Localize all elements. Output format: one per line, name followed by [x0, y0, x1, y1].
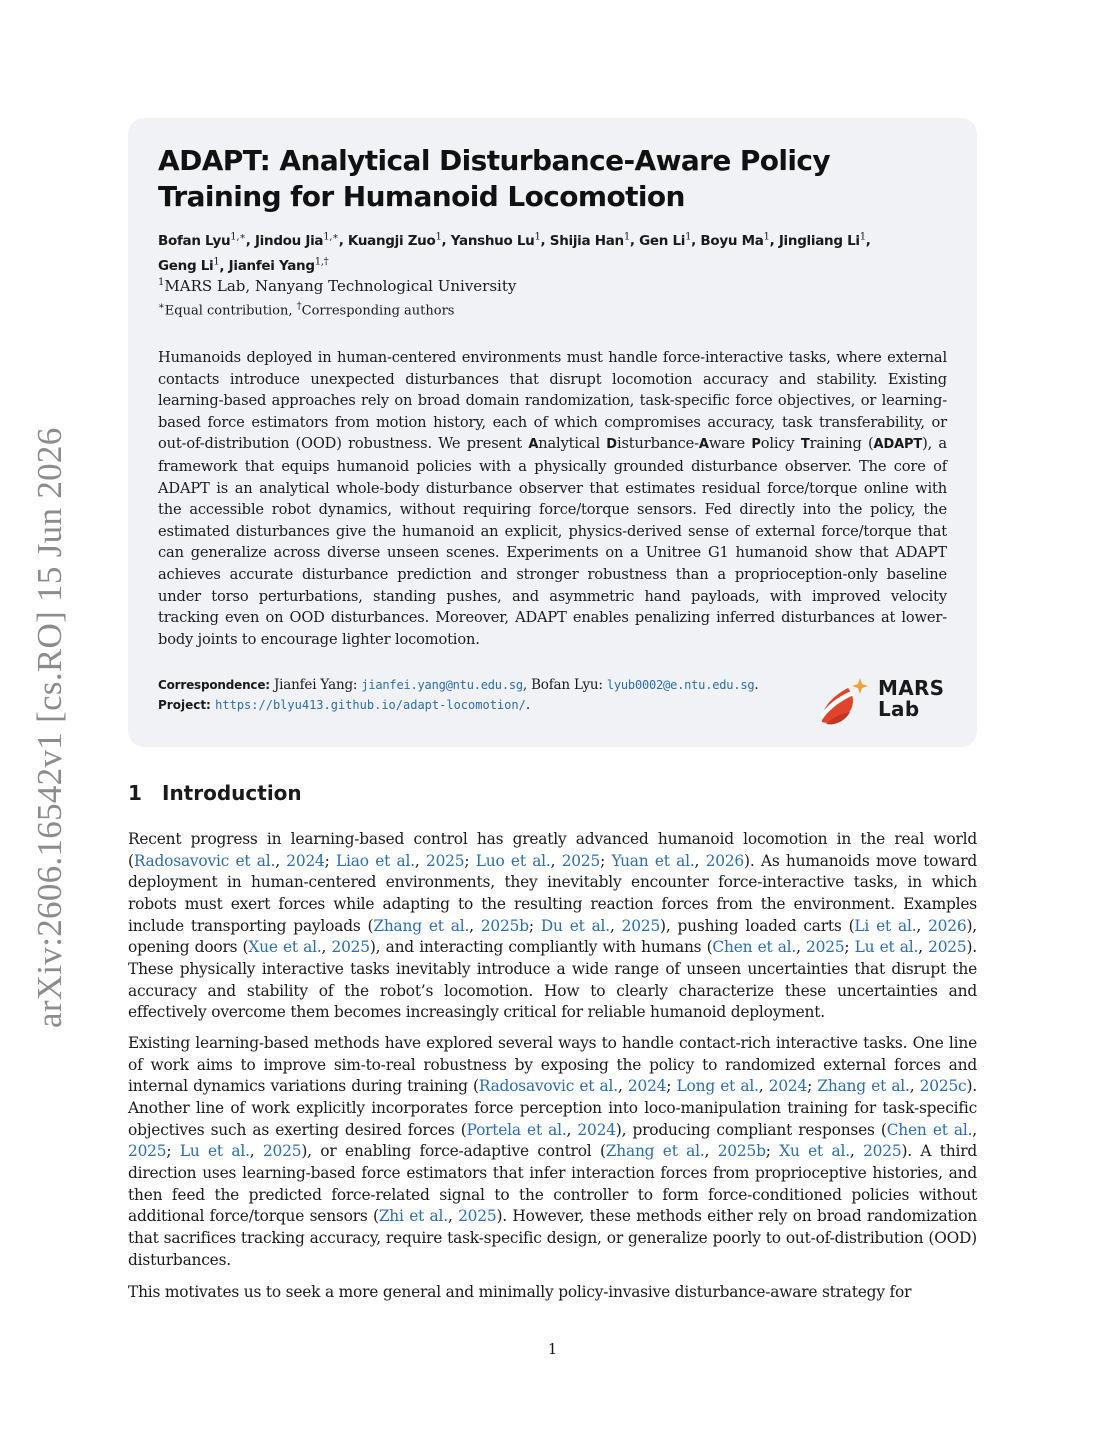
- equal-contribution: Equal contribution,: [164, 303, 297, 319]
- correspondence-end: .: [754, 677, 759, 693]
- citation-link[interactable]: Long et al.: [676, 1077, 759, 1096]
- correspondence-separator: , Bofan Lyu:: [522, 677, 607, 693]
- affiliation-text: MARS Lab, Nanyang Technological University: [164, 277, 517, 295]
- citation-link[interactable]: Zhang et al.: [605, 1142, 705, 1161]
- section-number: 1: [128, 781, 142, 805]
- paragraph-text: ;: [600, 851, 612, 870]
- paragraph-text: ,: [566, 1120, 578, 1139]
- logo-text: [878, 678, 944, 720]
- author-name: Jianfei Yang: [228, 258, 315, 274]
- citation-link[interactable]: Li et al.: [854, 916, 917, 935]
- paragraph-text: ), or enabling force-adaptive control (: [301, 1142, 606, 1161]
- author-name: Kuangji Zuo: [347, 232, 436, 249]
- paragraph-text: ;: [844, 938, 855, 957]
- author-affiliation-marker: 1,†: [314, 256, 329, 268]
- affiliation-marker: 1: [158, 277, 165, 288]
- citation-link[interactable]: 2025: [425, 851, 465, 870]
- paragraph-text: ;: [666, 1077, 677, 1096]
- citation-link[interactable]: Yuan et al.: [611, 851, 695, 870]
- citation-link[interactable]: 2025c: [919, 1077, 967, 1096]
- equal-marker: ∗: [158, 301, 165, 312]
- author-affiliation-marker: 1: [623, 231, 630, 242]
- author-name: Geng Li: [158, 258, 214, 274]
- paragraph-text: Existing learning-based methods have explored several ways to handle contact-rich interactive tasks. One line of work aims to improve sim-to-real robustness by exposing the policy to randomized external forces and internal dynamics variations during training (: [128, 1034, 977, 1096]
- paragraph-text: ,: [275, 851, 287, 870]
- citation-link[interactable]: Lu et al.: [179, 1142, 250, 1161]
- author: [348, 233, 442, 249]
- paper-title: ADAPT: Analytical Disturbance-Aware Policy Training for Humanoid Locomotion: [158, 144, 831, 213]
- citation-link[interactable]: 2024: [768, 1077, 808, 1096]
- author: [550, 233, 630, 249]
- author-name: Gen Li: [639, 232, 686, 249]
- method-name-rest: olicy: [760, 435, 801, 453]
- paragraph-text: ,: [469, 916, 481, 935]
- citation-link[interactable]: 2025: [331, 938, 370, 957]
- section-heading: [128, 781, 302, 805]
- paragraph-text: ), and interacting compliantly with humans (: [369, 938, 713, 957]
- citation-link[interactable]: 2024: [286, 851, 325, 870]
- paragraph-text: ). A third direction uses learning-based force estimators that infer interaction forces from proprioceptive histories, and then feed the predicted force-related signal to the controller to form force-conditioned policies without additional force/torque sensors (: [128, 1142, 978, 1226]
- correspondence-line: [158, 677, 758, 693]
- citation-link[interactable]: Zhang et al.: [373, 916, 470, 935]
- paragraph-text: ,: [694, 851, 706, 870]
- paragraph-text: ;: [464, 851, 476, 870]
- citation-link[interactable]: Radosavovic et al.: [133, 851, 276, 870]
- author-name: Yanshuo Lu: [450, 232, 535, 249]
- project-end: .: [525, 697, 531, 713]
- paragraph-text: ). These physically interactive tasks inevitably introduce a wide range of unseen uncertainties that disrupt the accuracy and stability of the robot’s locomotion. How to clearly characterize these uncertainties and effectively overcome them becomes increasingly critical for reliable humanoid deployment.: [128, 938, 977, 1022]
- method-name-rest: raining: [809, 435, 862, 453]
- citation-link[interactable]: Luo et al.: [475, 851, 551, 870]
- paragraph-text: ,: [249, 1142, 263, 1161]
- author-name: Jindou Jia: [254, 232, 324, 249]
- abstract-paren: (: [861, 435, 874, 453]
- page-number: 1: [547, 1340, 558, 1358]
- method-name-rest: nalytical: [538, 435, 607, 453]
- author: [700, 233, 769, 249]
- paragraph-text: ). Another line of work explicitly incorporates force perception into loco-manipulation training for task-specific objectives such as exerting desired forces (: [128, 1077, 977, 1139]
- paragraph-text: ), opening doors (: [128, 916, 977, 957]
- paragraph-text: ,: [796, 938, 807, 957]
- paragraph-text: ,: [321, 938, 332, 957]
- corresponding-authors: Corresponding authors: [301, 303, 455, 319]
- paragraph-text: ,: [916, 916, 929, 935]
- paragraph-text: ,: [849, 1142, 864, 1161]
- citation-link[interactable]: Du et al.: [540, 916, 610, 935]
- intro-paragraph-3: [128, 1282, 977, 1304]
- logo-line-2: Lab: [878, 697, 920, 721]
- affiliation: [158, 277, 516, 295]
- citation-link[interactable]: Portela et al.: [466, 1120, 567, 1139]
- paragraph-text: This motivates us to seek a more general and minimally policy-invasive disturbance-aware strategy for: [128, 1283, 912, 1301]
- paragraph-text: ), pushing loaded carts (: [660, 916, 855, 935]
- paragraph-text: ;: [324, 851, 337, 870]
- author-name: Bofan Lyu: [158, 232, 231, 249]
- citation-link[interactable]: Lu et al.: [854, 938, 919, 957]
- paragraph-text: ,: [609, 916, 622, 935]
- paragraph-text: ). As humanoids move toward deployment in human-centered environments, they inevitably encounter force-interactive tasks, in which robots must exert forces while adapting to the resulting reaction forces from the environment. Examples include transporting payloads (: [128, 851, 978, 935]
- author: [158, 258, 219, 274]
- citation-link[interactable]: Xu et al.: [779, 1142, 850, 1161]
- correspondence-label: Correspondence:: [158, 678, 270, 692]
- citation-link[interactable]: 2024: [577, 1120, 616, 1139]
- citation-link[interactable]: 2025: [458, 1207, 497, 1226]
- author-affiliation-marker: 1: [763, 231, 770, 242]
- method-name-initial: A: [698, 437, 709, 453]
- method-name-rest: ware: [708, 435, 752, 453]
- project-line: [158, 697, 530, 713]
- paragraph-text: ;: [807, 1077, 818, 1096]
- project-label: Project:: [158, 698, 211, 712]
- paragraph-text: ;: [166, 1142, 180, 1161]
- method-name-initial: D: [606, 437, 617, 453]
- citation-link[interactable]: 2025: [621, 916, 661, 935]
- method-name-initial: P: [751, 437, 761, 453]
- paragraph-text: ,: [972, 1120, 977, 1139]
- citation-link[interactable]: Chen et al.: [712, 938, 797, 957]
- contribution-note: [158, 301, 454, 318]
- method-name-initial: A: [528, 437, 539, 453]
- intro-paragraph-1: [128, 829, 977, 1024]
- paragraph-text: ;: [765, 1142, 780, 1161]
- method-name-rest: isturbance-: [616, 435, 699, 453]
- citation-link[interactable]: 2025: [928, 938, 967, 957]
- abstract-body: ), a framework that equips humanoid policies with a physically grounded disturbance observer. The core of ADAPT is an analytical whole-body disturbance observer that estimates residual force/torque online with the accessible robot dynamics, without requiring force/torque sensors. Fed directly into the policy, the estimated disturbances give the humanoid an explicit, physics-derived sense of external force/torque that can generalize across diverse unseen scenes. Experiments on a Unitree G1 humanoid show that ADAPT achieves accurate disturbance prediction and stronger robustness than a proprioception-only baseline under torso perturbations, standing pushes, and asymmetric hand payloads, with improved velocity tracking even on OOD disturbances. Moreover, ADAPT enables penalizing inferred disturbances at lower-body joints to encourage lighter locomotion.: [158, 435, 947, 648]
- author: [158, 233, 246, 249]
- abstract: [158, 347, 947, 650]
- method-name-initial: T: [800, 437, 810, 453]
- author-affiliation-marker: 1,∗: [323, 231, 339, 242]
- citation-link[interactable]: 2026: [928, 916, 967, 935]
- author-affiliation-marker: 1: [859, 231, 866, 242]
- citation-link[interactable]: Zhang et al.: [817, 1077, 910, 1096]
- email-link-1[interactable]: jianfei.yang@ntu.edu.sg: [361, 678, 523, 692]
- paragraph-text: ,: [758, 1077, 769, 1096]
- paragraph-text: Recent progress in learning-based control has greatly advanced humanoid locomotion in the real world (: [128, 830, 977, 870]
- citation-link[interactable]: 2025: [863, 1142, 902, 1161]
- method-name: [528, 435, 861, 452]
- email-link-2[interactable]: lyub0002@e.ntu.edu.sg: [606, 678, 755, 692]
- intro-paragraph-2: [128, 1033, 977, 1271]
- paragraph-text: ). However, these methods either rely on broad randomization that sacrifices tracking accuracy, require task-specific design, or generalize poorly to out-of-distribution (OOD) disturbances.: [128, 1207, 977, 1269]
- citation-link[interactable]: Liao et al.: [336, 851, 415, 870]
- paragraph-text: ;: [528, 916, 541, 935]
- author-name: Shijia Han: [549, 232, 624, 249]
- logo-line-1: MARS: [878, 676, 945, 700]
- author: [639, 233, 691, 249]
- author-list: Bofan Lyu$^{1,∗}$, Jindou Jia$^{1,∗}$, Kuangji Zuo$^1$, Yanshuo Lu$^1$, Shijia Han$^1$, Gen Li$^1$, Boyu Ma$^1$, Jingliang Li$^1$, Geng Li$^1$, Jianfei Yang$^{1,\dagger}$: [158, 231, 871, 274]
- project-url-link[interactable]: https://blyu413.github.io/adapt-locomotion/: [215, 698, 526, 712]
- arxiv-stamp: arXiv:2606.16542v1 [cs.RO] 15 Jun 2026: [30, 427, 69, 1028]
- citation-link[interactable]: 2025: [128, 1142, 167, 1161]
- author-affiliation-marker: 1: [685, 231, 692, 242]
- section-title: Introduction: [162, 781, 302, 805]
- citation-link[interactable]: Radosavovic et al.: [478, 1077, 618, 1096]
- paragraph-text: ,: [617, 1077, 628, 1096]
- corresponding-marker: †: [296, 301, 302, 312]
- citation-link[interactable]: Zhi et al.: [378, 1207, 448, 1226]
- citation-link[interactable]: 2025: [561, 851, 601, 870]
- rocket-icon: [816, 676, 874, 726]
- author-affiliation-marker: 1,∗: [230, 231, 246, 242]
- method-acronym: ADAPT: [873, 437, 923, 453]
- mars-lab-logo: [816, 676, 951, 726]
- paragraph-text: ,: [550, 851, 562, 870]
- paragraph-text: ), producing compliant responses (: [615, 1120, 887, 1139]
- author: [451, 233, 541, 249]
- abstract-intro: Humanoids deployed in human-centered environments must handle force-interactive tasks, where external contacts introduce unexpected disturbances that disrupt locomotion accuracy and stability. Existing learning-based approaches rely on broad domain randomization, task-specific force objectives, or learning-based force estimators from motion history, each of which compromises accuracy, task transferability, or out-of-distribution (OOD) robustness. We present: [158, 349, 947, 453]
- citation-link[interactable]: Xue et al.: [248, 938, 322, 957]
- author-affiliation-marker: 1: [435, 231, 442, 242]
- citation-link[interactable]: 2025: [806, 938, 845, 957]
- author-name: Jingliang Li: [778, 232, 860, 249]
- paragraph-text: ,: [704, 1142, 718, 1161]
- author: [229, 258, 329, 274]
- author: [255, 233, 339, 249]
- paragraph-text: ,: [909, 1077, 920, 1096]
- paragraph-text: ,: [918, 938, 929, 957]
- paragraph-text: ,: [447, 1207, 459, 1226]
- citation-link[interactable]: 2026: [705, 851, 745, 870]
- author-name: Boyu Ma: [700, 232, 764, 249]
- citation-link[interactable]: 2024: [627, 1077, 667, 1096]
- author: [779, 233, 866, 249]
- paragraph-text: ,: [414, 851, 426, 870]
- citation-link[interactable]: 2025b: [480, 916, 529, 935]
- citation-link[interactable]: 2025b: [717, 1142, 766, 1161]
- author-affiliation-marker: 1: [534, 231, 541, 242]
- citation-link[interactable]: Chen et al.: [886, 1120, 973, 1139]
- author-affiliation-marker: 1: [213, 256, 220, 268]
- citation-link[interactable]: 2025: [262, 1142, 302, 1161]
- correspondence-name-1: Jianfei Yang:: [269, 677, 362, 693]
